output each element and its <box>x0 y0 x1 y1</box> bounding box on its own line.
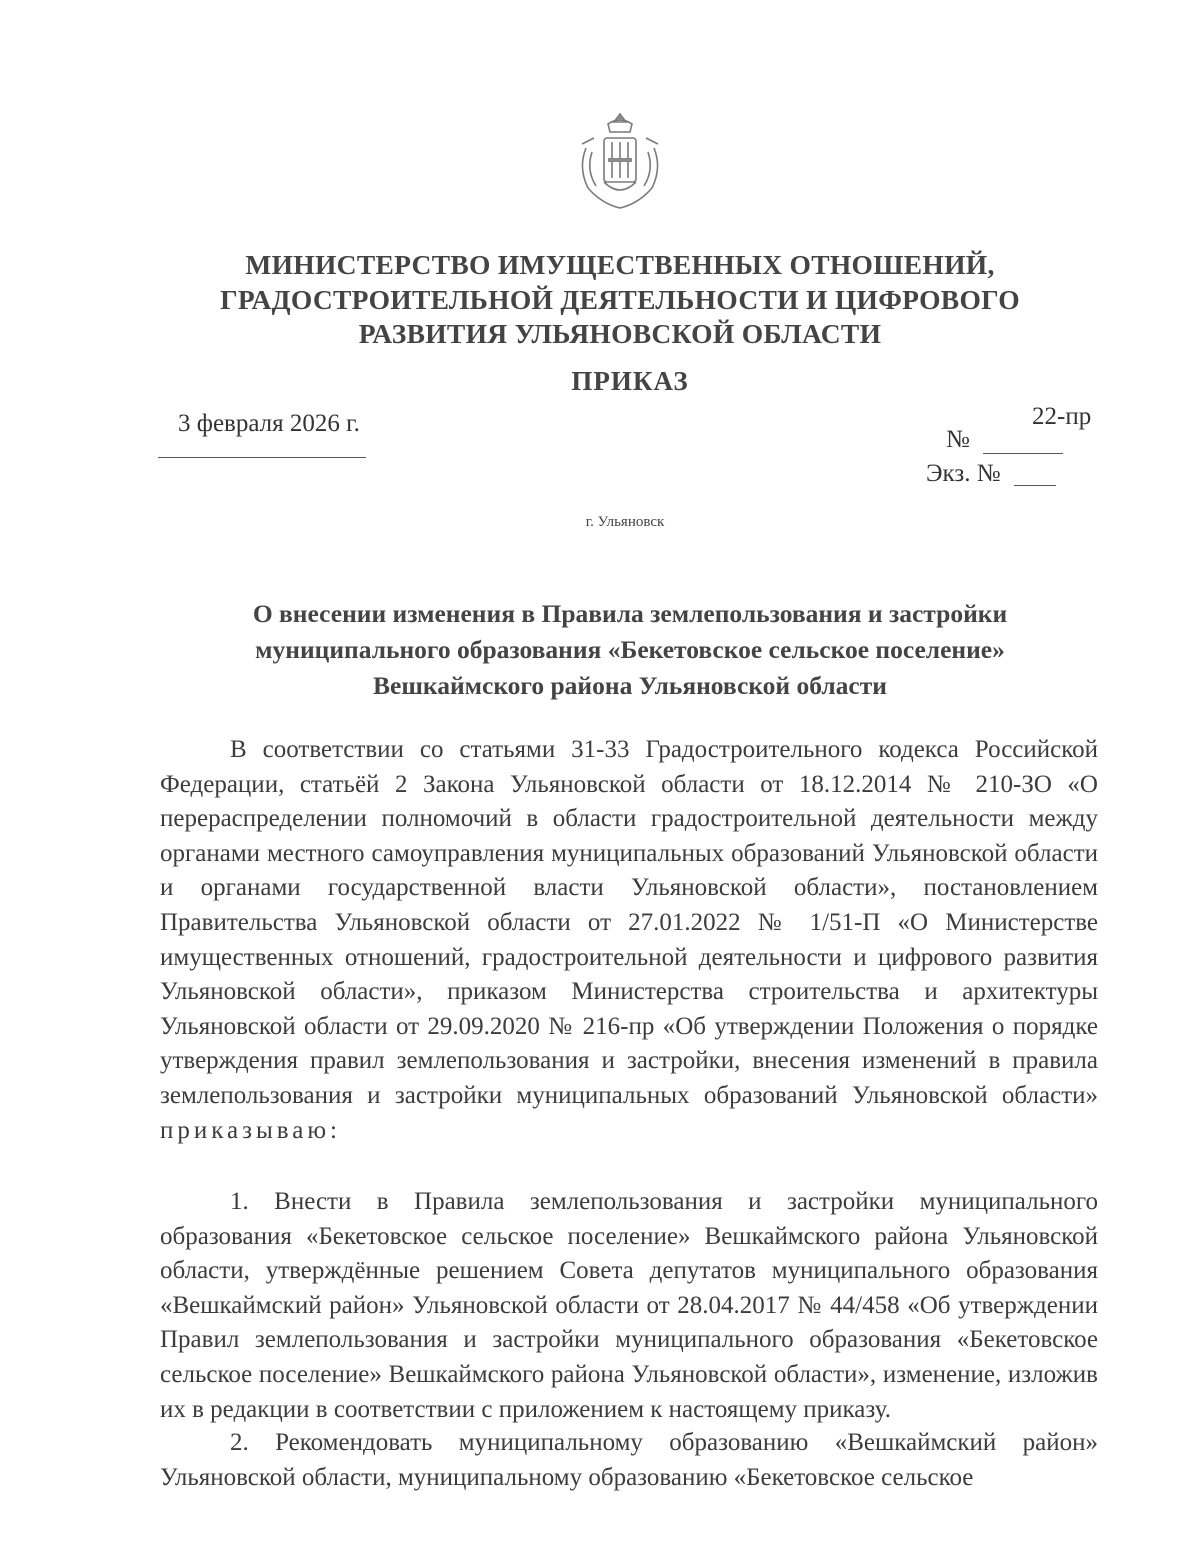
preamble-paragraph <box>160 733 1098 1148</box>
item-2-paragraph: 2. Рекомендовать муниципальному образованию «Вешкаймский район» Ульяновской области, муниципальному образованию «Бекетовское сельское <box>160 1429 1098 1491</box>
title-line: О внесении изменения в Правила землепользования и застройки <box>252 599 1008 628</box>
order-number-label: № <box>946 426 970 453</box>
copy-number-label: Экз. № <box>926 460 1001 487</box>
title-line: муниципального образования «Бекетовское сельское поселение» <box>255 635 1005 664</box>
order-number: 22-пр <box>1032 403 1092 430</box>
title-line: Вешкаймского района Ульяновской области <box>373 671 887 700</box>
copy-number-underline <box>1014 485 1056 486</box>
ministry-line: ГРАДОСТРОИТЕЛЬНОЙ ДЕЯТЕЛЬНОСТИ И ЦИФРОВОГО <box>220 283 1020 315</box>
order-title <box>160 596 1100 704</box>
ministry-name <box>150 248 1090 352</box>
coat-of-arms-icon <box>568 108 672 212</box>
ministry-line: МИНИСТЕРСТВО ИМУЩЕСТВЕННЫХ ОТНОШЕНИЙ, <box>245 249 995 280</box>
item-1-paragraph: 1. Внести в Правила землепользования и застройки муниципального образования «Бекетовское сельское поселение» Вешкаймского района Ульяновской области, утверждённые решением Совета депутатов муниципального образования «Вешкаймский район» Ульяновской области от 28.04.2017 № 44/458 «Об утверждении Правил землепользования и застройки муниципального образования «Бекетовское сельское поселение» Вешкаймского района Ульяновской области», изменение, изложив их в редакции в соответствии с приложением к настоящему приказу. <box>160 1188 1098 1423</box>
order-word: приказываю: <box>160 1116 341 1144</box>
ministry-line: РАЗВИТИЯ УЛЬЯНОВСКОЙ ОБЛАСТИ <box>358 318 882 349</box>
number-underline <box>983 453 1063 454</box>
date-underline <box>158 457 366 458</box>
document-type: ПРИКАЗ <box>571 366 689 396</box>
city-name: г. Ульяновск <box>585 514 665 530</box>
order-date: 3 февраля 2026 г. <box>178 410 360 437</box>
preamble-text: В соответствии со статьями 31-33 Градостроительного кодекса Российской Федерации, статьёй 2 Закона Ульяновской области от 18.12.2014 № 210-ЗО «О перераспределении полномочий в области градостроительной деятельности между органами местного самоуправления муниципальных образований Ульяновской области и органами государственной власти Ульяновской области», постановлением Правительства Ульяновской области от 27.01.2022 № 1/51-П «О Министерстве имущественных отношений, градостроительной деятельности и цифрового развития Ульяновской области», приказом Министерства строительства и архитектуры Ульяновской области от 29.09.2020 № 216-пр «Об утверждении Положения о порядке утверждения правил землепользования и застройки, внесения изменений в правила землепользования и застройки муниципальных образований Ульяновской области» <box>160 736 1098 1109</box>
